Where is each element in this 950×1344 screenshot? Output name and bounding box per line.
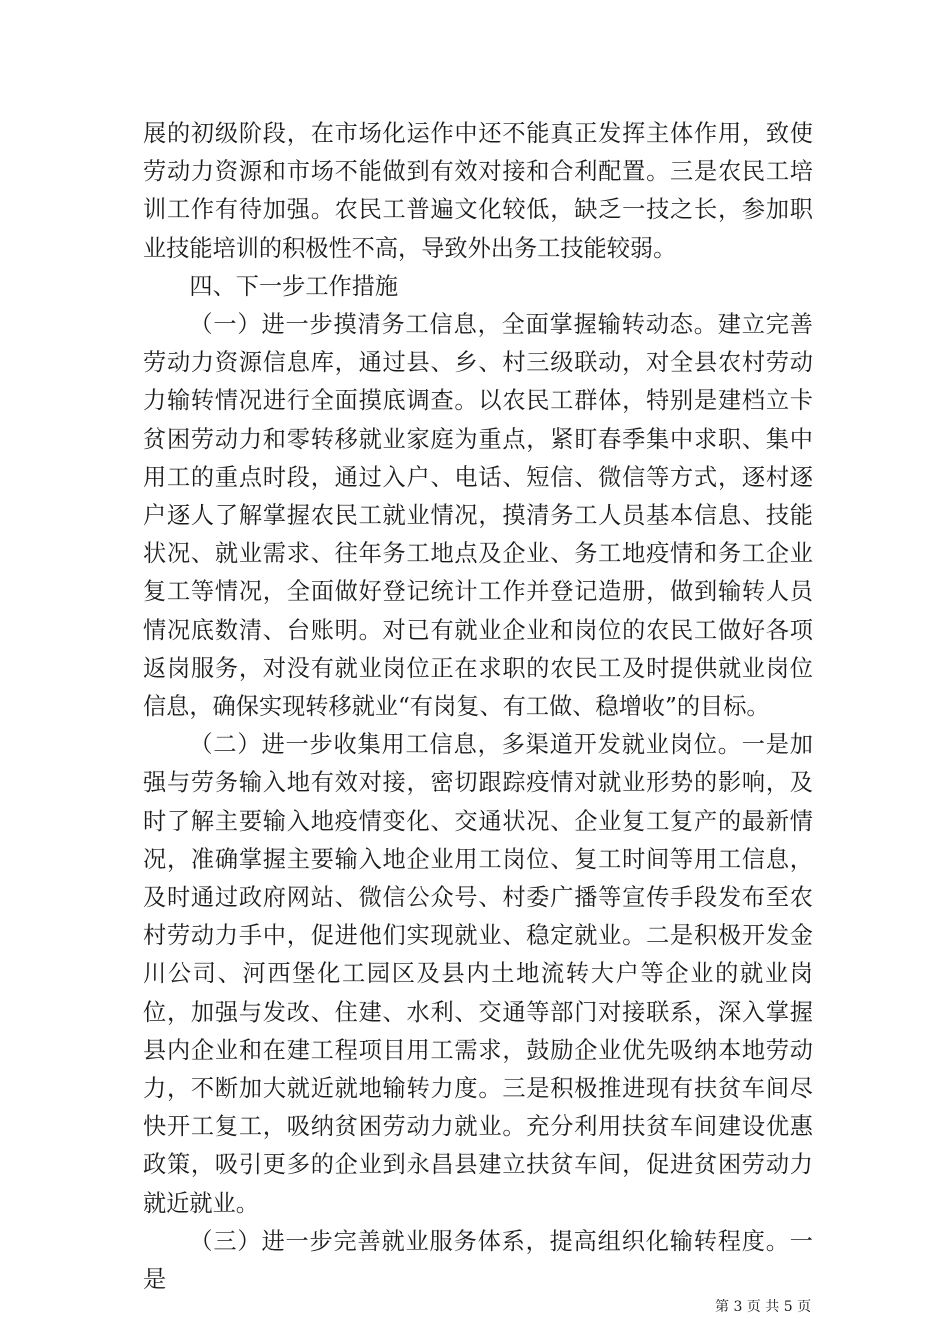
paragraph-item-3: （三）进一步完善就业服务体系，提高组织化输转程度。一是 [143, 1227, 813, 1294]
paragraph-item-2: （二）进一步收集用工信息，多渠道开发就业岗位。一是加强与劳务输入地有效对接，密切跟踪疫情对就业形势的影响，及时了解主要输入地疫情变化、交通状况、企业复工复产的最新情况，准确掌握主要输入地企业用工岗位、复工时间等用工信息，及时通过政府网站、微信公众号、村委广播等宣传手段发布至农村劳动力手中，促进他们实现就业、稳定就业。二是积极开发金川公司、河西堡化工园区及县内土地流转大户等企业的就业岗位，加强与发改、住建、水利、交通等部门对接联系，深入掌握县内企业和在建工程项目用工需求，鼓励企业优先吸纳本地劳动力，不断加大就近就地输转力度。三是积极推进现有扶贫车间尽快开工复工，吸纳贫困劳动力就业。充分利用扶贫车间建设优惠政策，吸引更多的企业到永昌县建立扶贫车间，促进贫困劳动力就近就业。 [143, 731, 813, 1217]
paragraph-continuation: 展的初级阶段，在市场化运作中还不能真正发挥主体作用，致使劳动力资源和市场不能做到有效对接和合利配置。三是农民工培训工作有待加强。农民工普遍文化较低，缺乏一技之长，参加职业技能培训的积极性不高，导致外出务工技能较弱。 [143, 120, 813, 262]
page-number-footer: 第 3 页 共 5 页 [715, 1299, 812, 1315]
paragraph-item-1: （一）进一步摸清务工信息，全面掌握输转动态。建立完善劳动力资源信息库，通过县、乡、村三级联动，对全县农村劳动力输转情况进行全面摸底调查。以农民工群体，特别是建档立卡贫困劳动力和零转移就业家庭为重点，紧盯春季集中求职、集中用工的重点时段，通过入户、电话、短信、微信等方式，逐村逐户逐人了解掌握农民工就业情况，摸清务工人员基本信息、技能状况、就业需求、往年务工地点及企业、务工地疫情和务工企业复工等情况，全面做好登记统计工作并登记造册，做到输转人员情况底数清、台账明。对已有就业企业和岗位的农民工做好各项返岗服务，对没有就业岗位正在求职的农民工及时提供就业岗位信息，确保实现转移就业“有岗复、有工做、稳增收”的目标。 [143, 311, 813, 721]
document-body [143, 115, 813, 1299]
section-heading: 四、下一步工作措施 [189, 272, 399, 300]
